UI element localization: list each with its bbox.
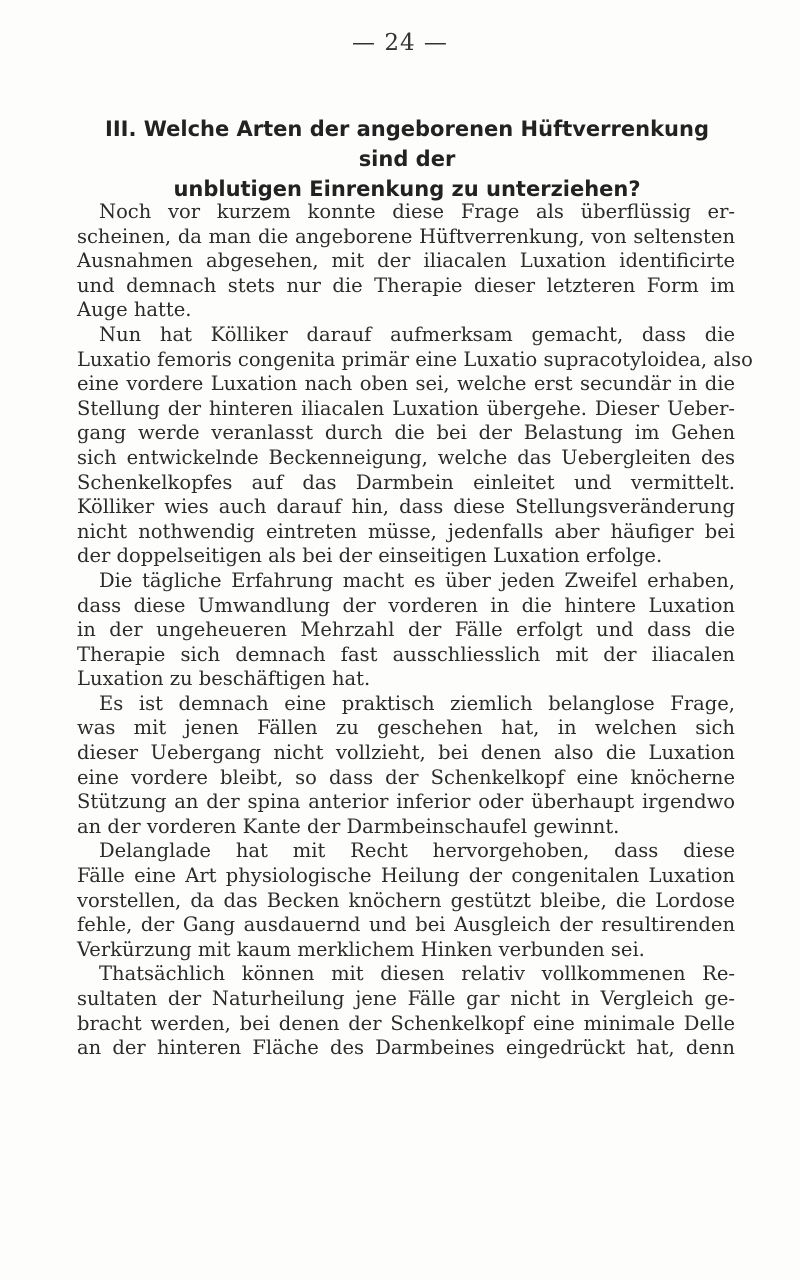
text-line: an der vorderen Kante der Darmbeinschaufel gewinnt. xyxy=(77,814,620,838)
heading-line-1: III. Welche Arten der angeborenen Hüftverrenkung sind der xyxy=(105,117,709,171)
text-line: Verkürzung mit kaum merklichem Hinken verbunden sei. xyxy=(77,937,645,961)
text-line: Die tägliche Erfahrung macht es über jeden Zweifel erhaben, xyxy=(99,568,735,592)
text-line: Kölliker wies auch darauf hin, dass diese Stellungsveränderung xyxy=(77,495,735,519)
text-line: in der ungeheueren Mehrzahl der Fälle erfolgt und dass die xyxy=(77,618,735,642)
text-line: Thatsächlich können mit diesen relativ vollkommenen Re- xyxy=(99,962,735,986)
heading-line-2: unblutigen Einrenkung zu unterziehen? xyxy=(173,177,641,201)
text-line: Luxation zu beschäftigen hat. xyxy=(77,667,371,691)
text-line: eine vordere Luxation nach oben sei, welche erst secundär in die xyxy=(77,372,735,396)
text-line: Noch vor kurzem konnte diese Frage als überflüssig er- xyxy=(99,200,735,223)
body-text xyxy=(77,200,753,1061)
text-line: fehle, der Gang ausdauernd und bei Ausgleich der resultirenden xyxy=(77,913,735,937)
text-line: Schenkelkopfes auf das Darmbein einleitet und vermittelt. xyxy=(77,470,735,494)
text-line: sultaten der Naturheilung jene Fälle gar nicht in Vergleich ge- xyxy=(77,987,735,1010)
text-line: Delanglade hat mit Recht hervorgehoben, dass diese xyxy=(99,839,735,863)
text-line: was mit jenen Fällen zu geschehen hat, in welchen sich xyxy=(77,716,735,740)
text-line: vorstellen, da das Becken knöchern gestützt bleibe, die Lordose xyxy=(77,888,735,912)
text-line: eine vordere bleibt, so dass der Schenkelkopf eine knöcherne xyxy=(77,765,735,789)
text-line: der doppelseitigen als bei der einseitigen Luxation erfolge. xyxy=(77,544,663,568)
text-line: gang werde veranlasst durch die bei der Belastung im Gehen xyxy=(77,421,735,445)
text-line: Luxatio femoris congenita primär eine Luxatio supracotyloidea, also xyxy=(77,347,753,371)
text-line: dieser Uebergang nicht vollzieht, bei denen also die Luxation xyxy=(77,741,735,765)
text-line: scheinen, da man die angeborene Hüftverrenkung, von seltensten xyxy=(77,224,735,248)
text-line: Nun hat Kölliker darauf aufmerksam gemacht, dass die xyxy=(99,322,735,346)
text-line: Auge hatte. xyxy=(77,298,192,322)
section-heading xyxy=(77,114,737,204)
text-line: an der hinteren Fläche des Darmbeines eingedrückt hat, denn xyxy=(77,1036,735,1060)
text-line: und demnach stets nur die Therapie dieser letzteren Form im xyxy=(77,273,735,297)
text-line: Stützung an der spina anterior inferior oder überhaupt irgendwo xyxy=(77,790,735,814)
text-line: Fälle eine Art physiologische Heilung der congenitalen Luxation xyxy=(77,864,735,888)
text-line: bracht werden, bei denen der Schenkelkopf eine minimale Delle xyxy=(77,1011,735,1035)
text-line: sich entwickelnde Beckenneigung, welche das Uebergleiten des xyxy=(77,445,735,469)
text-line: Therapie sich demnach fast ausschliesslich mit der iliacalen xyxy=(77,642,735,666)
page-number: — 24 — xyxy=(352,30,448,56)
text-line: Stellung der hinteren iliacalen Luxation übergehe. Dieser Ueber- xyxy=(77,396,735,420)
text-line: Es ist demnach eine praktisch ziemlich belanglose Frage, xyxy=(99,691,735,715)
text-line: nicht nothwendig eintreten müsse, jedenfalls aber häufiger bei xyxy=(77,519,735,543)
text-line: Ausnahmen abgesehen, mit der iliacalen Luxation identificirte xyxy=(77,249,735,273)
text-line: dass diese Umwandlung der vorderen in die hintere Luxation xyxy=(77,593,735,617)
